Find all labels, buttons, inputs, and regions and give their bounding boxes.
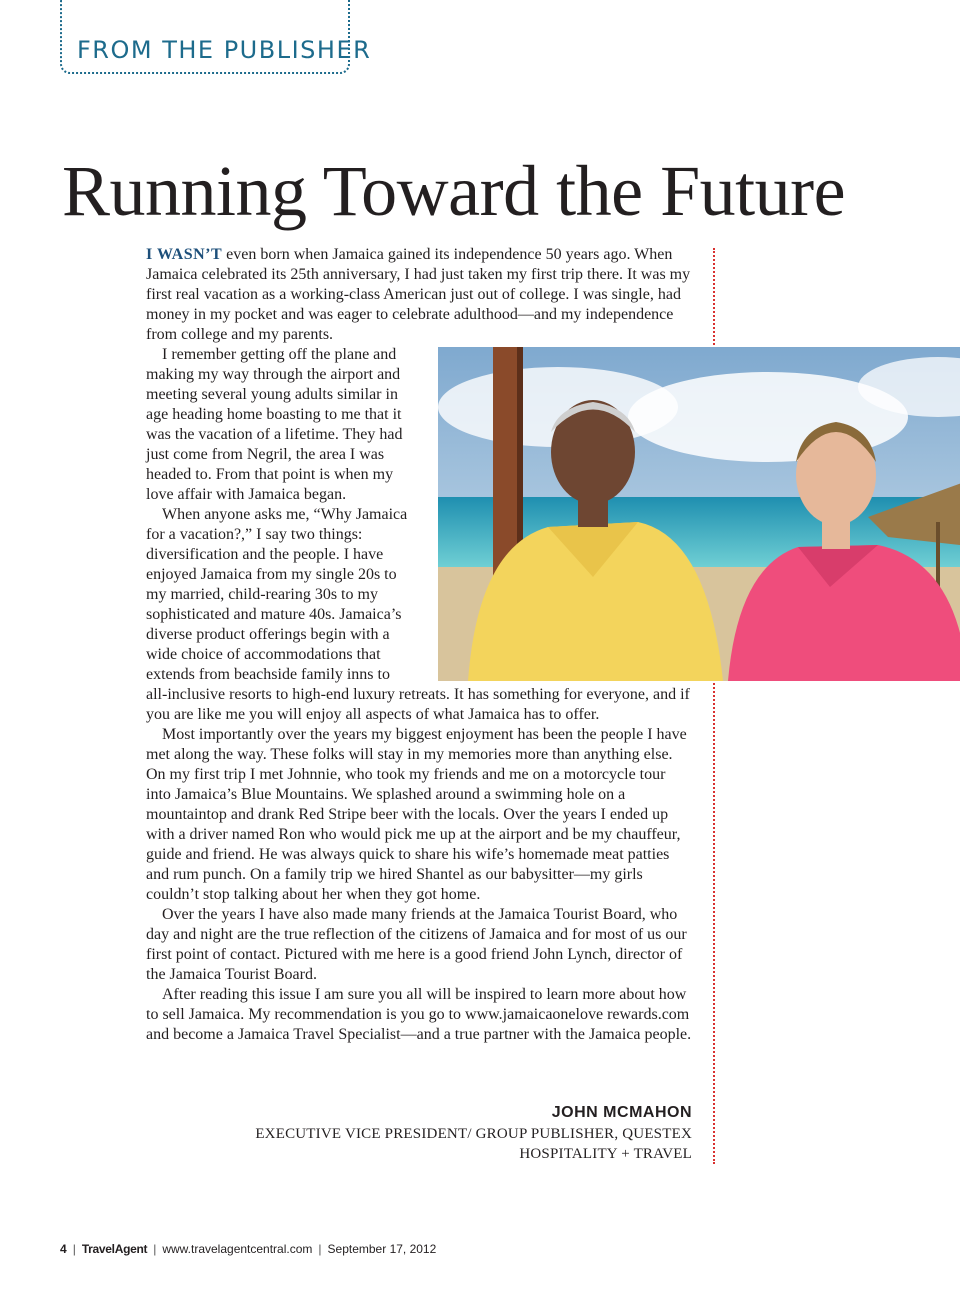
article-body [146,245,692,1045]
paragraph-2-text: I remember getting off the plane and making my way through the airport and meeting several young adults similar in age heading home boasting to me that it was the vacation of a lifetime. They had just come from Negril, the area I was headed to. From that point is when my love affair with Jamaica began. [146,346,403,503]
footer-brand: TravelAgent [81,1242,148,1256]
page-number: 4 [60,1242,67,1256]
footer-date: September 17, 2012 [327,1242,437,1256]
article-paragraph-2 [146,345,692,505]
signature-title: EXECUTIVE VICE PRESIDENT/ GROUP PUBLISHER, QUESTEX HOSPITALITY + TRAVEL [255,1126,692,1162]
lead-in: I WASN’T [146,246,223,263]
signature-name: JOHN MCMAHON [551,1104,692,1121]
article-paragraph-1 [146,245,692,345]
signature-block [232,1104,692,1164]
footer-url[interactable]: www.travelagentcentral.com [162,1242,313,1256]
photo-illustration [438,347,960,681]
publisher-photo [422,347,960,681]
section-tag [60,0,372,74]
headline: Running Toward the Future [62,151,846,231]
section-label: FROM THE PUBLISHER [77,36,372,64]
article-paragraph-6: After reading this issue I am sure you all will be inspired to learn more about how to sell Jamaica. My recommendation is you go to www.jamaicaonelove rewards.com and become a Jamaica Travel Specialist—and a true partner with the Jamaica people. [146,986,692,1043]
paragraph-1-text: even born when Jamaica gained its independence 50 years ago. When Jamaica celebrated its 25th anniversary, I had just taken my first trip there. It was my first real vacation as a working-class American just out of college. I was single, had money in my pocket and was eager to celebrate adulthood—and my independence from college and my parents. [146,246,691,343]
footer-separator: | [318,1242,322,1256]
footer-separator: | [153,1242,157,1256]
footer-separator: | [72,1242,76,1256]
article-paragraph-4: Most importantly over the years my biggest enjoyment has been the people I have met along the way. These folks will stay in my memories more than anything else. On my first trip I met Johnnie, who took my friends and me on a motorcycle tour into Jamaica’s Blue Mountains. We splashed around a swimming hole on a mountaintop and drank Red Stripe beer with the locals. Over the years I ended up with a driver named Ron who would pick me up at the airport and be my chauffeur, guide and friend. He was always quick to share his wife’s homemade meat patties and rum punch. On a family trip we hired Shantel as our babysitter—my girls couldn’t stop talking about her when they got home. [146,726,687,903]
page-footer [60,1242,436,1256]
article-paragraph-3: When anyone asks me, “Why Jamaica for a vacation?,” I say two things: diversification and the people. I have enjoyed Jamaica from my single 20s to my married, child-rearing 30s to my sophisticated and mature 40s. Jamaica’s diverse product offerings begin with a wide choice of accommodations that extends from beachside family inns to all-inclusive resorts to high-end luxury retreats. It has something for everyone, and if you are like me you will enjoy all aspects of what Jamaica has to offer. [146,506,690,723]
article-paragraph-5: Over the years I have also made many friends at the Jamaica Tourist Board, who day and night are the true reflection of the citizens of Jamaica and for most of us our first point of contact. Pictured with me here is a good friend John Lynch, director of the Jamaica Tourist Board. [146,906,687,983]
